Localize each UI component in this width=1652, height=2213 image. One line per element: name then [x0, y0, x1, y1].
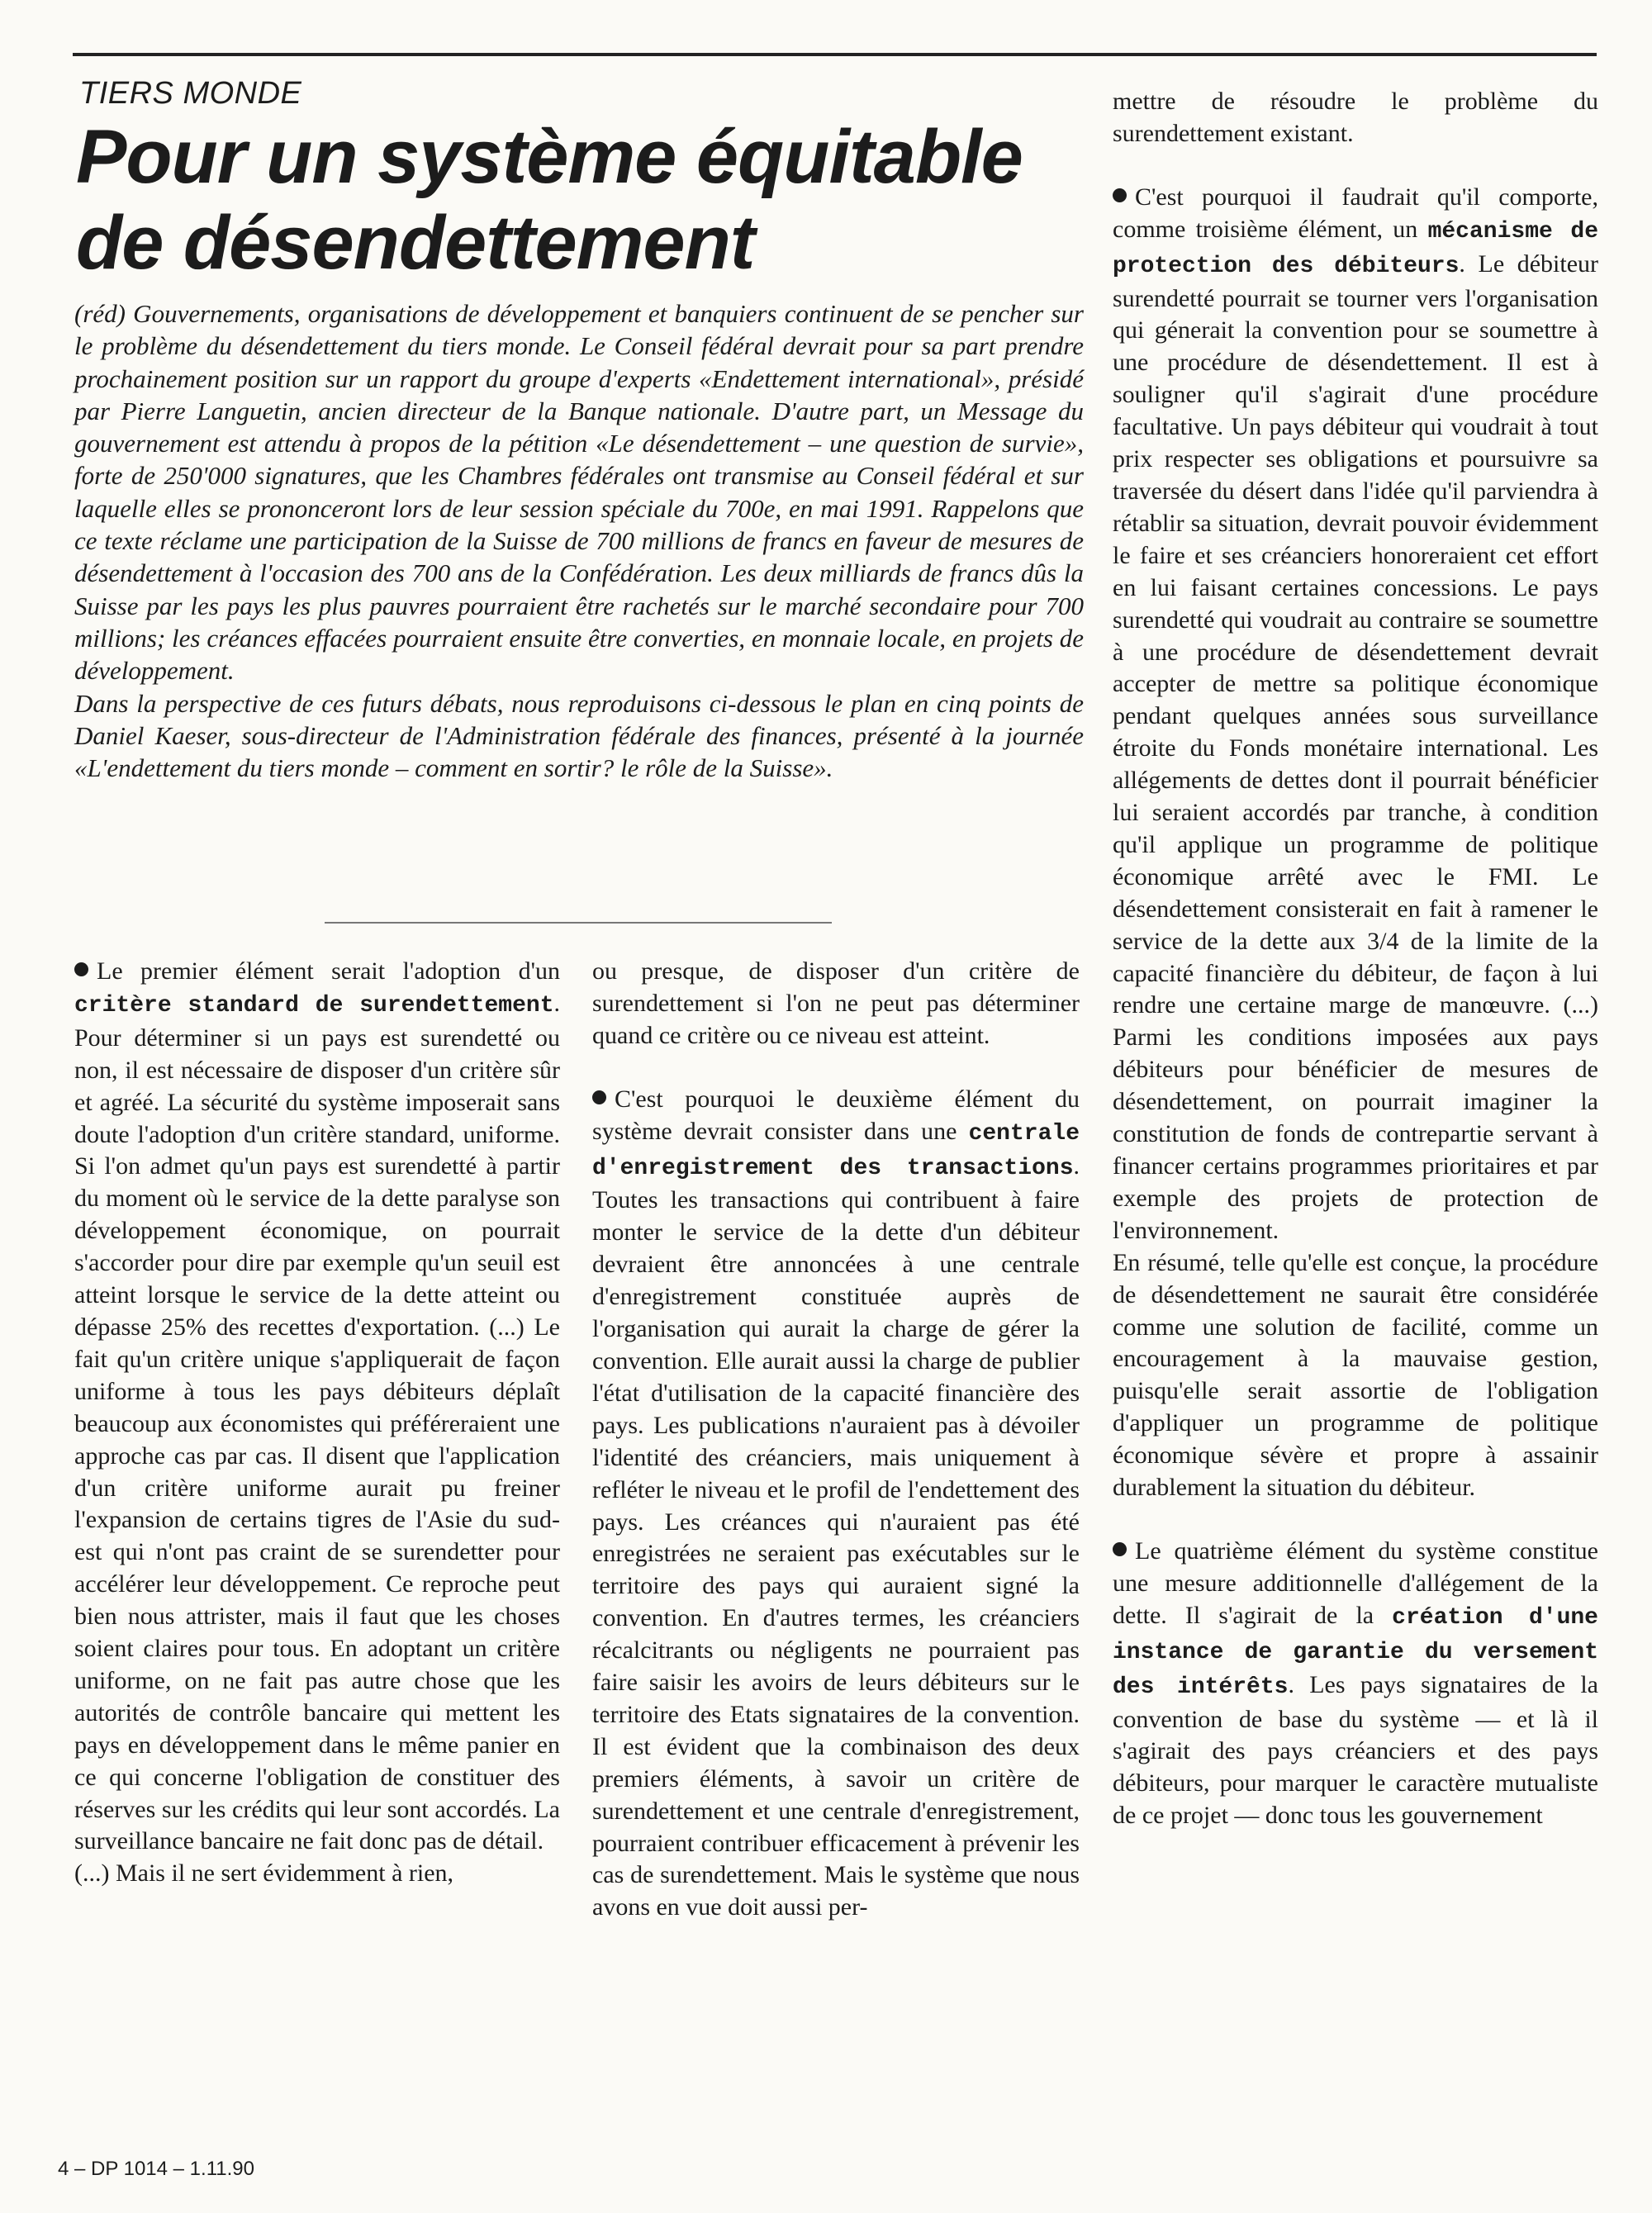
body-text: Le premier élément serait l'adoption d'un — [97, 957, 560, 985]
body-paragraph: mettre de résoudre le problème du surendettement existant. — [1113, 88, 1598, 147]
body-paragraph — [592, 1084, 1080, 1925]
lead-paragraph: Dans la perspective de ces futurs débats, nous reproduisons ci-dessous le plan en cinq points de Daniel Kaeser, sous-directeur de l'Administration fédérale des finances, présenté à la journée «L'endettement du tiers monde – comment en sortir? le rôle de la Suisse». — [74, 688, 1084, 783]
key-term: centrale d'enregistrement des transactions — [592, 1120, 1080, 1181]
key-term: création d'une instance de garantie du versement des intérêts — [1113, 1604, 1598, 1700]
body-paragraph — [74, 956, 560, 1858]
body-paragraph: ou presque, de disposer d'un critère de surendettement si l'on ne peut pas déterminer quand ce critère ou ce niveau est atteint. — [592, 957, 1080, 1049]
body-text: . Le débiteur surendetté pourrait se tourner vers l'organisation qui génerait la convention pour se soumettre à une procédure de désendettement. Il est à souligner qu'il s'agirait d'une procédure facultative. Un pays débiteur qui voudrait à tout prix respecter ses obligations et poursuivre sa traversée du désert dans l'idée qu'il parviendra à rétablir sa situation, devrait pouvoir évidemment le faire et ses créanciers honoreraient cet effort en lui faisant certaines concessions. Le pays surendetté qui voudrait au contraire se soumettre à une procédure de désendettement devrait accepter de mettre sa politique économique pendant quelques années sous surveillance étroite du Fonds monétaire international. Les allégements de dettes dont il pourrait bénéficier lui seraient accordés par tranche, à condition qu'il applique un programme de politique économique arrêté avec le FMI. Le désendettement consisterait en fait à ramener le service de la dette aux 3/4 de la limite de la capacité financière du débiteur, de façon à lui rendre une certaine marge de manœuvre. (...) Parmi les conditions imposées aux pays débiteurs pour bénéficier de mesures de désendettement, on pourrait imaginer la constitution de fonds de contrepartie servant à financer certains programmes prioritaires et par exemple des projets de protection de l'environnement. — [1113, 249, 1599, 1244]
bullet-icon — [592, 1090, 606, 1104]
bullet-icon — [1113, 188, 1127, 202]
body-text: . Les pays signataires de la convention de base du système — et là il s'agirait des pays créanciers et des pays débiteurs, pour marquer le caractère mutualiste de ce projet — donc tous les gouvernement — [1113, 1670, 1598, 1830]
body-text: . Pour déterminer si un pays est surendetté ou non, il est nécessaire de disposer d'un critère sûr et agréé. La sécurité du système imposerait sans doute l'adoption d'un critère standard, uniforme. Si l'on admet qu'un pays est surendetté à partir du moment où le service de la dette paralyse son développement économique, on pourrait s'accorder pour dire par exemple qu'un seuil est atteint lorsque le service de la dette atteint ou dépasse 25% des recettes d'exportation. (...) Le fait qu'un critère unique s'appliquerait de façon uniforme à tous les pays débiteurs déplaît beaucoup aux économistes qui préféreraient une approche cas par cas. Il disent que l'application d'un critère uniforme aurait pu freiner l'expansion de certains tigres de l'Asie du sud-est qui n'ont pas craint de se surendetter pour accélérer leur développement. Ce reproche peut bien nous attrister, mais il faut que les choses soient claires pour tous. En adoptant un critère uniforme, on ne fait pas autre chose que les autorités de contrôle bancaire qui mettent les pays en développement dans le même panier en ce qui concerne l'obligation de constituer des réserves sur les crédits qui leur sont accordés. La surveillance bancaire ne fait donc pas de détail. — [74, 989, 560, 1855]
key-term: mécanisme de protection des débiteurs — [1113, 218, 1599, 279]
body-text: Le quatrième élément du système constitue une mesure additionnelle d'allégement de la dette. Il s'agirait de la — [1113, 1536, 1598, 1629]
body-text: C'est pourquoi le deuxième élément du système devrait consister dans une — [592, 1085, 1080, 1145]
lead-paragraph: (réd) Gouvernements, organisations de développement et banquiers continuent de se pencher sur le problème du désendettement du tiers monde. Le Conseil fédéral devrait pour sa part prendre prochainement position sur un rapport du groupe d'experts «Endettement international», présidé par Pierre Languetin, ancien directeur de la Banque nationale. D'autre part, un Message du gouvernement est attendu à propos de la pétition «Le désendettement – une question de survie», forte de 250'000 signatures, que les Chambres fédérales ont transmise au Conseil fédéral et sur laquelle elles se prononceront lors de leur session spéciale du 700e, en mai 1991. Rappelons que ce texte réclame une participation de la Suisse de 700 millions de francs en faveur de mesures de désendettement à l'occasion des 700 ans de la Confédération. Les deux milliards de francs dûs la Suisse par les pays les plus pauvres pourraient être rachetés sur le marché secondaire pour 700 millions; les créances effacées pourraient ensuite être converties, en monnaie locale, en projets de développement. — [74, 299, 1084, 686]
body-paragraph: (...) Mais il ne sert évidemment à rien, — [74, 1859, 454, 1888]
article-lead — [74, 297, 1084, 784]
section-rubric: TIERS MONDE — [79, 76, 302, 111]
bullet-icon — [74, 962, 88, 976]
body-paragraph — [1113, 1536, 1598, 1832]
key-term: critère standard de surendettement — [74, 992, 554, 1019]
page-folio: 4 – DP 1014 – 1.11.90 — [58, 2158, 254, 2180]
headline-line-2: de désendettement — [76, 201, 755, 285]
top-rule — [73, 53, 1597, 56]
headline-line-1: Pour un système équitable — [76, 115, 1023, 199]
section-divider — [325, 922, 832, 924]
article-headline — [76, 114, 1092, 286]
text-column-1 — [74, 956, 560, 1890]
body-text: C'est pourquoi il faudrait qu'il comporte, comme troisième élément, un — [1113, 183, 1598, 243]
bullet-icon — [1113, 1542, 1127, 1556]
body-paragraph — [1113, 182, 1598, 1247]
text-column-2 — [592, 956, 1080, 1924]
body-text: . Toutes les transactions qui contribuent à faire monter le service de la dette d'un débiteur devraient être annoncées à une centrale d'enregistrement constituée auprès de l'organisation qui aurait la charge de gérer la convention. Elle aurait aussi la charge de publier l'état d'utilisation de la capacité financière des pays. Les publications n'auraient pas à dévoiler l'identité des créanciers, mais uniquement à refléter le niveau et le profil de l'endettement des pays. Les créances qui n'auraient pas été enregistrées ne seraient pas exécutables sur le territoire des pays qui auraient signé la convention. En d'autres termes, les créanciers récalcitrants ou négligents ne pourraient pas faire saisir les avoirs de leurs débiteurs sur le territoire des Etats signataires de la convention. Il est évident que la combinaison des deux premiers éléments, à savoir un critère de surendettement et une centrale d'enregistrement, pourraient contribuer efficacement à prévenir les cas de surendettement. Mais le système que nous avons en vue doit aussi per- — [592, 1152, 1080, 1921]
body-paragraph: En résumé, telle qu'elle est conçue, la procédure de désendettement ne saurait être considérée comme une solution de facilité, comme un encouragement à la mauvaise gestion, puisqu'elle serait assortie de l'obligation d'appliquer un programme de politique économique sévère et propre à assainir durablement la situation du débiteur. — [1113, 1248, 1598, 1502]
text-column-3 — [1113, 86, 1598, 1832]
